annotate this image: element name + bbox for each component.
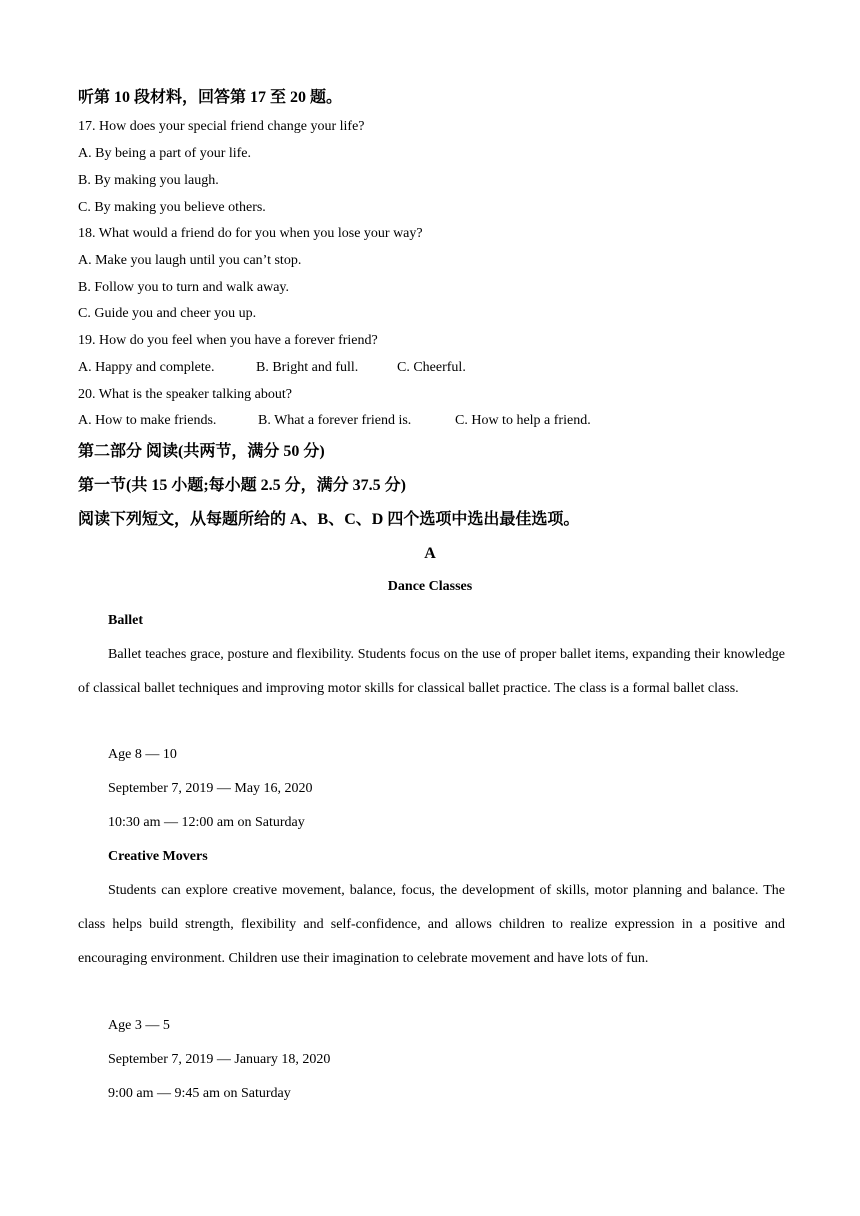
q20-option-a: A. How to make friends. xyxy=(78,413,217,428)
q18-option-c: C. Guide you and cheer you up. xyxy=(78,306,257,321)
ballet-dates: September 7, 2019 — May 16, 2020 xyxy=(108,781,313,796)
q20-option-b: B. What a forever friend is. xyxy=(258,413,412,428)
section1-heading: 第一节(共 15 小题;每小题 2.5 分，满分 37.5 分) xyxy=(78,477,406,494)
passage-letter: A xyxy=(424,545,436,562)
ballet-age: Age 8 — 10 xyxy=(108,747,177,762)
q18-question: 18. What would a friend do for you when you lose your way? xyxy=(78,226,423,241)
creative-movers-time: 9:00 am — 9:45 am on Saturday xyxy=(108,1086,291,1101)
q19-options xyxy=(78,359,466,377)
creative-movers-description: Students can explore creative movement, balance, focus, the development of skills, motor planning and balance. The class helps build strength, flexibility and self-confidence, and allows children to realize expression in a positive and encouraging environment. Children use their imagination to celebrate movement and have lots of fun. xyxy=(78,883,785,966)
part2-heading: 第二部分 阅读(共两节，满分 50 分) xyxy=(78,443,325,460)
reading-instruction: 阅读下列短文，从每题所给的 A、B、C、D 四个选项中选出最佳选项。 xyxy=(78,511,580,528)
passage-title: Dance Classes xyxy=(387,579,473,594)
q17-option-c: C. By making you believe others. xyxy=(78,200,266,215)
q19-option-a: A. Happy and complete. xyxy=(78,360,215,375)
q19-option-c: C. Cheerful. xyxy=(397,360,466,375)
ballet-description: Ballet teaches grace, posture and flexibility. Students focus on the use of proper ballet items, expanding their knowledge of classical ballet techniques and improving motor skills for classical ballet practice. The class is a formal ballet class. xyxy=(78,647,785,696)
q18-option-b: B. Follow you to turn and walk away. xyxy=(78,280,290,295)
q17-option-a: A. By being a part of your life. xyxy=(78,146,252,161)
q19-option-b: B. Bright and full. xyxy=(256,360,359,375)
creative-movers-title: Creative Movers xyxy=(108,849,208,864)
section10-heading: 听第 10 段材料，回答第 17 至 20 题。 xyxy=(78,89,343,106)
q17-question: 17. How does your special friend change your life? xyxy=(78,119,365,134)
q20-question: 20. What is the speaker talking about? xyxy=(78,387,292,402)
q18-option-a: A. Make you laugh until you can’t stop. xyxy=(78,253,302,268)
q19-question: 19. How do you feel when you have a forever friend? xyxy=(78,333,378,348)
creative-movers-age: Age 3 — 5 xyxy=(108,1018,170,1033)
q20-options xyxy=(78,412,591,430)
q17-option-b: B. By making you laugh. xyxy=(78,173,219,188)
q20-option-c: C. How to help a friend. xyxy=(455,413,591,428)
ballet-title: Ballet xyxy=(108,613,143,628)
ballet-time: 10:30 am — 12:00 am on Saturday xyxy=(108,815,305,830)
creative-movers-dates: September 7, 2019 — January 18, 2020 xyxy=(108,1052,331,1067)
